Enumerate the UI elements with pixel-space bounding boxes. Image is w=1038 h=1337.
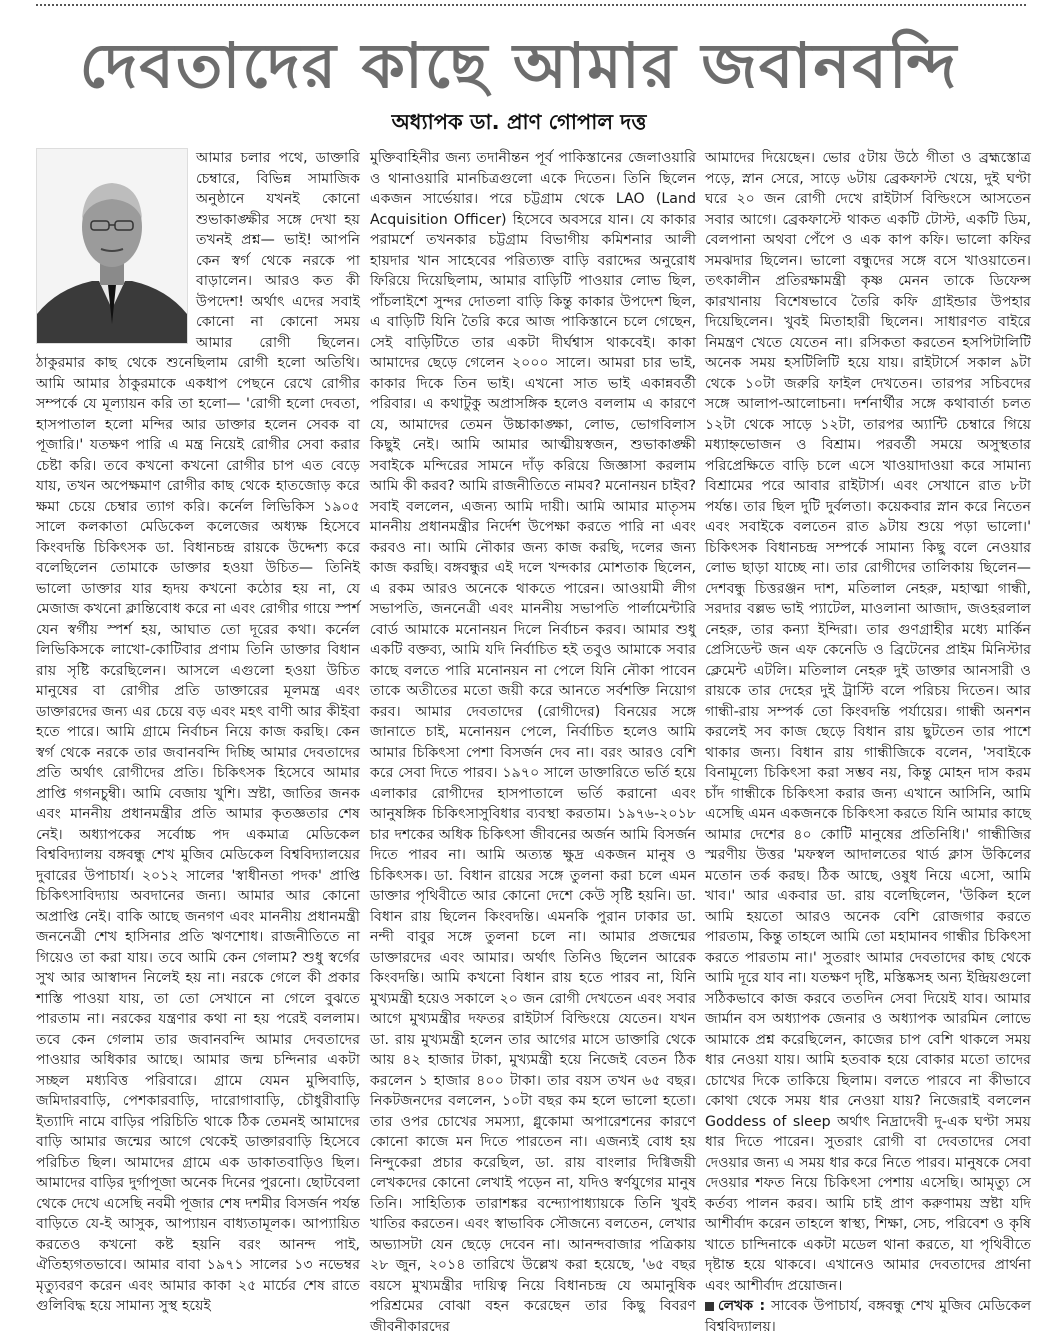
author-note xyxy=(705,1296,1031,1337)
top-rule xyxy=(36,4,1026,6)
article-column-2 xyxy=(370,148,696,1335)
author-note-label: লেখক : xyxy=(718,1298,766,1314)
article-column-1 xyxy=(36,148,360,1314)
bullet-square-icon xyxy=(705,1302,714,1311)
headline: দেবতাদের কাছে আমার জবানবন্দি xyxy=(79,29,959,102)
article-text: মুক্তিবাহিনীর জন্য তদানীন্তন পূর্ব পাকিস্তানের জেলাওয়ারি ও থানাওয়ারি মানচিত্রগুলো একে দিতেন। তিনি ছিলেন একজন সার্ভেয়ার। পরে চট্টগ্রাম থেকে LAO (Land Acquisition Officer) হিসেবে অবসরে যান। যে কাকার পরামর্শে তখনকার চট্টগ্রাম বিভাগীয় কমিশনার আলী হায়দার খান সাহেবের পরিত্যক্ত বাড়ি বরাদ্দের অনুরোধ ফিরিয়ে দিয়েছিলাম, আমার বাড়িটি পাওয়ার লোভ ছিল, পাঁচলাইশে সুন্দর দোতলা বাড়ি কিন্তু কাকার উপদেশ ছিল, এ বাড়িটি যিনি তৈরি করে আজ পাকিস্তানে চলে গেছেন, সেই বাড়িটিতে তার একটা দীর্ঘশ্বাস থাকবেই। কাকা আমাদের ছেড়ে গেলেন ২০০০ সালে। আমরা চার ভাই, কাকার দিকে তিন ভাই। এখনো সাত ভাই একান্নবর্তী পরিবার। এ কথাটুকু অপ্রাসঙ্গিক হলেও বললাম এ কারণে যে, আমাদের তেমন উচ্চাকাঙ্ক্ষা, লোভ, ভোগবিলাস কিছুই নেই। আমি আমার আত্মীয়স্বজন, শুভাকাঙ্ক্ষী সবাইকে মন্দিরের সামনে দাঁড় করিয়ে জিজ্ঞাসা করলাম আমি কী করব? আমি রাজনীতিতে নামব? মনোনয়ন চাইব? সবাই বললেন, এজন্য আমি দায়ী। আমি আমার মাতৃসম মাননীয় প্রধানমন্ত্রীর নির্দেশ উপেক্ষা করতে পারি না এবং করবও না। আমি নৌকার জন্য কাজ করছি, দলের জন্য কাজ করছি। বঙ্গবন্ধুর এই দলে খন্দকার মোশতাক ছিলেন, এ রকম আরও অনেকে থাকতে পারেন। আওয়ামী লীগ সভাপতি, জননেত্রী এবং মাননীয় সভাপতি পার্লামেন্টারি বোর্ড আমাকে মনোনয়ন দিলে নির্বাচন করব। আমার শুধু একটি বক্তব্য, আমি যদি নির্বাচিত হই তবুও আমাকে সবার কাছে বলতে পারি মনোনয়ন না পেলে যিনি নৌকা পাবেন তাকে অতীতের মতো জয়ী করে আনতে সর্বশক্তি নিয়োগ করব। আমার দেবতাদের (রোগীদের) বিনয়ের সঙ্গে জানাতে চাই, মনোনয়ন পেলে, নির্বাচিত হলেও আমি আমার চিকিৎসা পেশা বিসর্জন দেব না। বরং আরও বেশি করে সেবা দিতে পারব। ১৯৭০ সালে ডাক্তারিতে ভর্তি হয়ে এলাকার রোগীদের হাসপাতালে ভর্তি করানো এবং আনুষঙ্গিক চিকিৎসাসুবিধার ব্যবস্থা করতাম। ১৯৭৬-২০১৮ চার দশকের অধিক চিকিৎসা জীবনের অর্জন আমি বিসর্জন দিতে পারব না। আমি অত্যন্ত ক্ষুদ্র একজন মানুষ ও চিকিৎসক। ডা. বিধান রায়ের সঙ্গে তুলনা করা চলে এমন ডাক্তার পৃথিবীতে আর কোনো দেশে কেউ সৃষ্টি হয়নি। ডা. বিধান রায় ছিলেন কিংবদন্তি। এমনকি পুরান ঢাকার ডা. নন্দী বাবুর সঙ্গে তুলনা চলে না। আমার প্রজন্মের ডাক্তারদের এবং আমার। অর্থাৎ তিনিও ছিলেন আরেক কিংবদন্তি। আমি কখনো বিধান রায় হতে পারব না, যিনি মুখ্যমন্ত্রী হয়েও সকালে ২০ জন রোগী দেখতেন এবং সবার আগে মুখ্যমন্ত্রীর দফতর রাইটার্স বিল্ডিংয়ে যেতেন। যখন ডা. রায় মুখ্যমন্ত্রী হলেন তার আগের মাসে ডাক্তারি থেকে আয় ৪২ হাজার টাকা, মুখ্যমন্ত্রী হয়ে নিজেই বেতন ঠিক করলেন ১ হাজার ৪০০ টাকা। তার বয়স তখন ৬৫ বছর। নিকটজনদের বললেন, ১০টা বছর কম হলে ভালো হতো। তার ওপর চোখের সমস্যা, গ্লুকোমা অপারেশনের কারণে কোনো কাজে মন দিতে পারতেন না। এজন্যই বোধ হয় নিন্দুকেরা প্রচার করেছিল, ডা. রায় বাংলার দিগ্বিজয়ী লেখকদের কোনো লেখাই পড়েন না, যদিও স্বর্ণযুগের মানুষ তিনি। সাহিত্যিক তারাশঙ্কর বন্দ্যোপাধ্যায়কে তিনি খুবই খাতির করতেন। এবং স্বাভাবিক সৌজন্যে বলতেন, লেখার অভ্যাসটা যেন ছেড়ে দেবেন না। আনন্দবাজার পত্রিকায় ২৮ জুন, ২০১৪ তারিখে উল্লেখ করা হয়েছে, '৬৫ বছর বয়সে মুখ্যমন্ত্রীর দায়িত্ব নিয়ে বিধানচন্দ্র যে অমানুষিক পরিশ্রমের বোঝা বহন করেছেন তার কিছু বিবরণ জীবনীকারদের xyxy=(370,150,696,1335)
article-column-3 xyxy=(705,148,1032,1335)
author-note-text: সাবেক উপাচার্য, বঙ্গবন্ধু শেখ মুজিব মেডিকেল বিশ্ববিদ্যালয়। xyxy=(705,1298,1032,1335)
byline: অধ্যাপক ডা. প্রাণ গোপাল দত্ত xyxy=(391,110,647,134)
author-photo xyxy=(36,148,188,344)
article-text: আমাদের দিয়েছেন। ভোর ৫টায় উঠে গীতা ও ব্রহ্মস্তোত্র পড়ে, স্নান সেরে, সাড়ে ৬টায় ব্রেকফাস্ট খেয়ে, দুই ঘণ্টা ঘরে ২০ জন রোগী দেখে রাইটার্স বিল্ডিংসে আসতেন সবার আগে। ব্রেকফাস্টে থাকত একটি টোস্ট, একটি ডিম, বেলপানা অথবা পেঁপে ও এক কাপ কফি। ভালো কফির সমঝদার ছিলেন। ভালো বন্ধুদের সঙ্গে বসে খাওয়াতেন। তৎকালীন প্রতিরক্ষামন্ত্রী কৃষ্ণ মেনন তাকে ডিফেন্স কারখানায় বিশেষভাবে তৈরি কফি গ্রাইন্ডার উপহার দিয়েছিলেন। খুবই মিতাহারী ছিলেন। সাধারণত বাইরে নিমন্ত্রণ খেতে যেতেন না। রসিকতা করতেন হসপিটালিটি অনেক সময় হসটিলিটি হয়ে যায়। রাইটার্সে সকাল ৯টা থেকে ১০টা জরুরি ফাইল দেখতেন। তারপর সচিবদের সঙ্গে আলাপ-আলোচনা। দর্শনার্থীর সঙ্গে কথাবার্তা চলত ১২টা থেকে সাড়ে ১২টা, তারপর অ্যান্টি চেম্বারে গিয়ে মধ্যাহ্নভোজন ও বিশ্রাম। পরবর্তী সময়ে অসুস্থতার পরিপ্রেক্ষিতে বাড়ি চলে এসে খাওয়াদাওয়া করে সামান্য বিশ্রামের পরে আবার রাইটার্স। এবং সেখানে রাত ৮টা পর্যন্ত। তার ছিল দুটি দুর্বলতা। কয়েকবার স্নান করে নিতেন এবং সবাইকে বলতেন রাত ৯টায় শুয়ে পড়া ভালো।' চিকিৎসক বিধানচন্দ্র সম্পর্কে সামান্য কিছু বলে নেওয়ার লোভ ছাড়া যাচ্ছে না। তার রোগীদের তালিকায় ছিলেন— দেশবন্ধু চিত্তরঞ্জন দাশ, মতিলাল নেহরু, মহাত্মা গান্ধী, সরদার বল্লভ ভাই প্যাটেল, মাওলানা আজাদ, জওহরলাল নেহরু, তার কন্যা ইন্দিরা। তার গুণগ্রাহীর মধ্যে মার্কিন প্রেসিডেন্ট জন এফ কেনেডি ও ব্রিটেনের প্রাইম মিনিস্টার ক্লেমেন্ট এটলি। মতিলাল নেহরু দুই ডাক্তার আনসারী ও রায়কে তার দেহের দুই ট্রাস্টি বলে পরিচয় দিতেন। আর গান্ধী-রায় সম্পর্ক তো কিংবদন্তি পর্যায়ের। গান্ধী অনশন করলেই সব কাজ ছেড়ে বিধান রায় ছুটতেন তার পাশে থাকার জন্য। বিধান রায় গান্ধীজিকে বলেন, 'সবাইকে বিনামূল্যে চিকিৎসা করা সম্ভব নয়, কিন্তু মোহন দাস করম চাঁদ গান্ধীকে চিকিৎসা করার জন্য এখানে আসিনি, আমি এসেছি এমন একজনকে চিকিৎসা করতে যিনি আমার কাছে আমার দেশের ৪০ কোটি মানুষের প্রতিনিধি।' গান্ধীজির স্মরণীয় উত্তর 'মফস্বল আদালতের থার্ড ক্লাস উকিলের মতোন তর্ক করছ। ঠিক আছে, ওষুধ নিয়ে এসো, আমি খাব।' আর একবার ডা. রায় বলেছিলেন, 'উকিল হলে আমি হয়তো আরও অনেক বেশি রোজগার করতে পারতাম, কিন্তু তাহলে আমি তো মহামানব গান্ধীর চিকিৎসা করতে পারতাম না।' সুতরাং আমার দেবতাদের কাছ থেকে আমি দূরে যাব না। যতক্ষণ দৃষ্টি, মস্তিষ্কসহ অন্য ইন্দ্রিয়গুলো সঠিকভাবে কাজ করবে ততদিন সেবা দিয়েই যাব। আমার জার্মান বস অধ্যাপক জেনার ও অধ্যাপক আরমিন লোভে আমাকে প্রশ্ন করেছিলেন, কাজের চাপ বেশি থাকলে সময় ধার নেওয়া যায়। আমি হতবাক হয়ে বোকার মতো তাদের চোখের দিকে তাকিয়ে ছিলাম। বলতে পারবে না কীভাবে কোথা থেকে সময় ধার নেওয়া যায়? নিজেরাই বললেন Goddess of sleep অর্থাৎ নিদ্রাদেবী দু-এক ঘণ্টা সময় ধার দিতে পারেন। সুতরাং রোগী বা দেবতাদের সেবা দেওয়ার জন্য এ সময় ধার করে নিতে পারব। মানুষকে সেবা দেওয়ার শফত নিয়ে চিকিৎসা পেশায় এসেছি। আমৃত্যু সে কর্তব্য পালন করব। আমি চাই প্রাণ করুণাময় স্রষ্টা যদি আশীর্বাদ করেন তাহলে স্বাস্থ্য, শিক্ষা, সেচ, পরিবেশ ও কৃষি খাতে চান্দিনাকে একটা মডেল থানা করতে, যা পৃথিবীতে দৃষ্টান্ত হয়ে থাকবে। এখানেও আমার দেবতাদের প্রার্থনা এবং আশীর্বাদ প্রয়োজন। xyxy=(705,150,1031,1294)
article-text: আমার চলার পথে, ডাক্তারি চেম্বারে, বিভিন্ন সামাজিক অনুষ্ঠানে যখনই কোনো শুভাকাঙ্ক্ষীর সঙ্গে দেখা হয় তখনই প্রশ্ন— ভাই! আপনি কেন স্বর্গ থেকে নরকে পা বাড়ালেন। আরও কত কী উপদেশ! অর্থাৎ এদের সবাই কোনো না কোনো সময় আমার রোগী ছিলেন। ঠাকুরমার কাছ থেকে শুনেছিলাম রোগী হলো অতিথি। আমি আমার ঠাকুরমাকে একধাপ পেছনে রেখে রোগীর সম্পর্কে যে মূল্যায়ন করি তা হলো— 'রোগী হলো দেবতা, হাসপাতাল হলো মন্দির আর ডাক্তার হলেন সেবক বা পূজারি।' যতক্ষণ পারি এ মন্ত্র নিয়েই রোগীর সেবা করার চেষ্টা করি। তবে কখনো কখনো রোগীর চাপ এত বেড়ে যায়, তখন অপেক্ষমাণ রোগীর কাছ থেকে হাতজোড় করে ক্ষমা চেয়ে চেম্বার ত্যাগ করি। কর্নেল লিভিকিস ১৯০৫ সালে কলকাতা মেডিকেল কলেজের অধ্যক্ষ হিসেবে কিংবদন্তি চিকিৎসক ডা. বিধানচন্দ্র রায়কে উদ্দেশ্য করে বলেছিলেন তোমাকে ডাক্তার হওয়া উচিত— তিনিই ভালো ডাক্তার যার হৃদয় কখনো কঠোর হয় না, যে মেজাজ কখনো ক্লান্তিবোধ করে না এবং রোগীর গায়ে স্পর্শ যেন স্বর্গীয় স্পর্শ হয়, আঘাত তো দূরের কথা। কর্নেল লিভিকিসকে লাখো-কোটিবার প্রণাম তিনি ডাক্তার বিধান রায় সৃষ্টি করেছিলেন। আসলে এগুলো হওয়া উচিত মানুষের বা রোগীর প্রতি ডাক্তারের মূলমন্ত্র এবং ডাক্তারদের জন্য এর চেয়ে বড় এবং মহৎ বাণী আর কীইবা হতে পারে। আমি গ্রামে নির্বাচন নিয়ে কাজ করছি। কেন স্বর্গ থেকে নরকে তার জবানবন্দি দিচ্ছি আমার দেবতাদের প্রতি অর্থাৎ রোগীদের প্রতি। চিকিৎসক হিসেবে আমার প্রাপ্তি গগনচুম্বী। আমি বেজায় খুশি। স্রষ্টা, জাতির জনক এবং মাননীয় প্রধানমন্ত্রীর প্রতি আমার কৃতজ্ঞতার শেষ নেই। অধ্যাপকের সর্বোচ্চ পদ একমাত্র মেডিকেল বিশ্ববিদ্যালয় বঙ্গবন্ধু শেখ মুজিব মেডিকেল বিশ্ববিদ্যালয়ের দুবারের উপাচার্য। ২০১২ সালের 'স্বাধীনতা পদক' প্রাপ্তি চিকিৎসাবিদ্যায় অবদানের জন্য। আমার আর কোনো অপ্রাপ্তি নেই। বাকি আছে জনগণ এবং মাননীয় প্রধানমন্ত্রী জননেত্রী শেখ হাসিনার প্রতি ঋণশোধ। রাজনীতিতে না গিয়েও তা করা যায়। তবে আমি কেন গেলাম? শুধু স্বর্গের সুখ আর আস্বাদন নিলেই হয় না। নরকে গেলে কী প্রকার শাস্তি পাওয়া যায়, তা তো সেখানে না গেলে বুঝতে পারতাম না। নরকের যন্ত্রণার কথা না হয় পরেই বললাম। তবে কেন গেলাম তার জবানবন্দি আমার দেবতাদের পাওয়ার অধিকার আছে। আমার জন্ম চন্দিনার একটা সচ্ছল মধ্যবিত্ত পরিবারে। গ্রামে যেমন মুন্সিবাড়ি, জমিদারবাড়ি, পেশকারবাড়ি, দারোগাবাড়ি, চৌধুরীবাড়ি ইত্যাদি নামে বাড়ির পরিচিতি থাকে ঠিক তেমনই আমাদের বাড়ি আমার জন্মের আগে থেকেই ডাক্তারবাড়ি হিসেবে পরিচিত ছিল। আমাদের গ্রামে এক ডাকাতবাড়িও ছিল। আমাদের বাড়ির দুর্গাপূজা অনেক দিনের পুরনো। ছোটবেলা থেকে দেখে এসেছি নবমী পূজার শেষ দশমীর বিসর্জন পর্যন্ত বাড়িতে যে-ই আসুক, আপ্যায়ন বাধ্যতামূলক। আপ্যায়িত করতেও কখনো কষ্ট হয়নি বরং আনন্দ পাই, ঐতিহ্যগতভাবে। আমার বাবা ১৯৭১ সালের ১৩ নভেম্বর মৃত্যুবরণ করেন এবং আমার কাকা ২৫ মার্চের শেষ রাতে গুলিবিদ্ধ হয়ে সামান্য সুস্থ হয়েই xyxy=(36,150,360,1314)
